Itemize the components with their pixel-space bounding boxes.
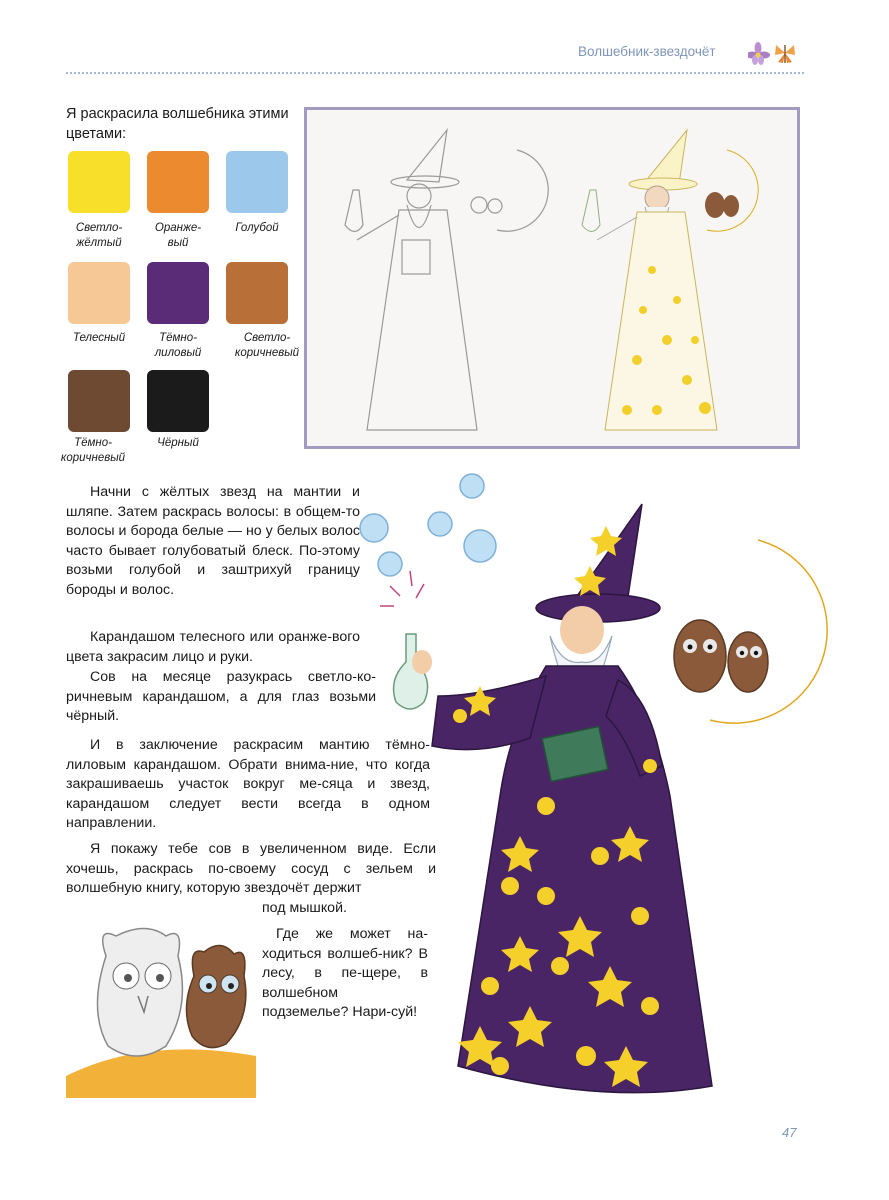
owl-closeup-illustration [66,916,256,1098]
swatch-label: Светло- коричневый [234,332,300,359]
paragraph-owls: Сов на месяце разукрась светло-ко-ричневым карандашом, а для глаз возьми чёрный. [66,669,376,725]
wizard-illustration [350,466,850,1126]
paragraph-stars-hair: Начни с жёлтых звезд на мантии и шляпе. Затем раскрась волосы: в общем-то волосы и борода белые — но у белых волос часто бывает голубоватый блеск. По-этому возьми голубой и заштрихуй границу бороды и волос. [66,484,360,598]
swatch-light-yellow [68,151,130,213]
swatch-label: Тёмно- лиловый [154,332,202,359]
page-number: 47 [782,1125,797,1140]
running-header-title: Волшебник-звездочёт [578,44,716,59]
sketch-steps-illustration [304,107,800,449]
swatch-label: Телесный [72,332,126,344]
swatch-orange [147,151,209,213]
paragraph-owls-closeup-end: под мышкой. [262,900,347,916]
swatch-light-brown [226,262,288,324]
swatch-label: Оранже- вый [154,222,202,249]
paragraph-where: Где же может на-ходиться волшеб-ник? В лесу, в пе-щере, в волшебном подземелье? Нари-суй! [262,926,428,1021]
header-divider [66,72,804,74]
swatch-light-blue [226,151,288,213]
paragraph-owls-closeup: Я покажу тебе сов в увеличенном виде. Если хочешь, раскрась по-своему сосуд с зельем и волшебную книгу, которую звездочёт держит [66,841,436,897]
paragraph-robe: И в заключение раскрасим мантию тёмно-лиловым карандашом. Обрати внима-ние, что когда закрашиваешь участок вокруг ме-сяца и звезд, карандашом следует вести всегда в одном направлении. [66,737,430,832]
intro-text: Я раскрасила волшебника этими цветами: [66,106,289,142]
swatch-black [147,370,209,432]
wizard-sketch [307,110,797,446]
swatch-label: Голубой [235,222,279,234]
swatch-flesh [68,262,130,324]
flower-butterfly-icon [748,40,798,66]
paragraph-face-hands: Карандашом телесного или оранже-вого цвета закрасим лицо и руки. [66,629,360,665]
swatch-dark-violet [147,262,209,324]
swatch-label: Чёрный [157,437,199,449]
swatch-dark-brown [68,370,130,432]
swatch-label: Тёмно- коричневый [60,437,126,464]
swatch-label: Светло- жёлтый [75,222,123,249]
